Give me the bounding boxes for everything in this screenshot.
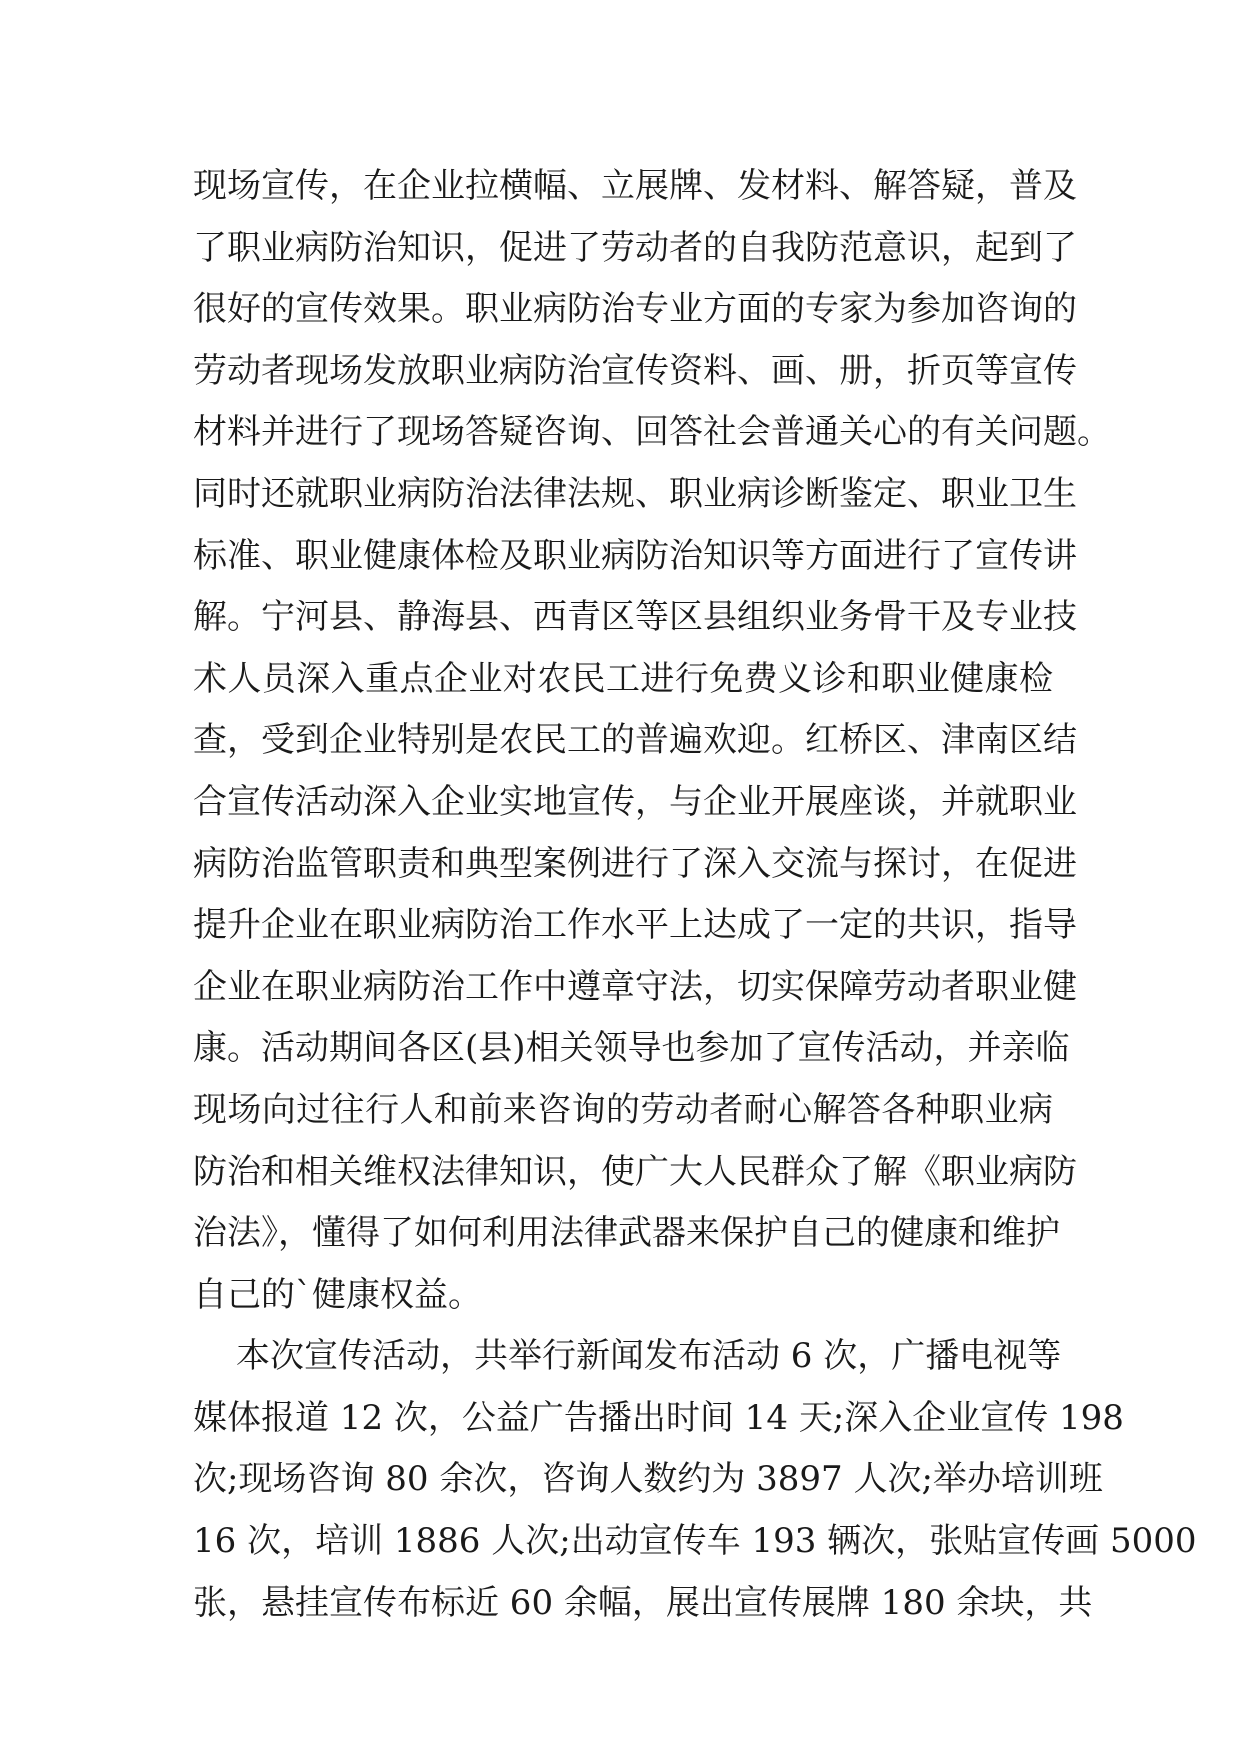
text-line: 查，受到企业特别是农民工的普遍欢迎。红桥区、津南区结 (193, 720, 1077, 761)
text-line: 本次宣传活动，共举行新闻发布活动 6 次，广播电视等 (236, 1336, 1062, 1377)
text-line: 很好的宣传效果。职业病防治专业方面的专家为参加咨询的 (193, 289, 1077, 330)
text-line: 次;现场咨询 80 余次，咨询人数约为 3897 人次;举办培训班 (193, 1459, 1103, 1500)
body-text (193, 156, 1197, 1634)
text-line: 现场宣传，在企业拉横幅、立展牌、发材料、解答疑，普及 (193, 166, 1077, 206)
text-line: 张，悬挂宣传布标近 60 余幅，展出宣传展牌 180 余块，共 (193, 1582, 1093, 1623)
text-line: 病防治监管职责和典型案例进行了深入交流与探讨，在促进 (193, 843, 1077, 884)
text-line: 自己的`健康权益。 (193, 1274, 482, 1315)
text-line: 提升企业在职业病防治工作水平上达成了一定的共识，指导 (193, 905, 1077, 946)
text-line: 了职业病防治知识，促进了劳动者的自我防范意识，起到了 (193, 227, 1077, 268)
text-line: 合宣传活动深入企业实地宣传，与企业开展座谈，并就职业 (193, 781, 1077, 822)
text-line: 解。宁河县、静海县、西青区等区县组织业务骨干及专业技 (193, 597, 1077, 638)
text-line: 企业在职业病防治工作中遵章守法，切实保障劳动者职业健 (193, 966, 1077, 1007)
text-line: 劳动者现场发放职业病防治宣传资料、画、册，折页等宣传 (193, 350, 1077, 391)
text-line: 术人员深入重点企业对农民工进行免费义诊和职业健康检 (193, 658, 1053, 699)
text-line: 16 次，培训 1886 人次;出动宣传车 193 辆次，张贴宣传画 5000 (193, 1521, 1197, 1562)
text-line: 标准、职业健康体检及职业病防治知识等方面进行了宣传讲 (193, 535, 1077, 576)
text-line: 现场向过往行人和前来咨询的劳动者耐心解答各种职业病 (193, 1089, 1053, 1130)
text-line: 媒体报道 12 次，公益广告播出时间 14 天;深入企业宣传 198 (193, 1397, 1124, 1438)
text-line: 防治和相关维权法律知识，使广大人民群众了解《职业病防 (193, 1151, 1077, 1192)
text-line: 康。活动期间各区(县)相关领导也参加了宣传活动，并亲临 (193, 1028, 1070, 1069)
text-line: 同时还就职业病防治法律法规、职业病诊断鉴定、职业卫生 (193, 473, 1077, 514)
text-line: 材料并进行了现场答疑咨询、回答社会普通关心的有关问题。 (193, 412, 1111, 453)
text-line: 治法》，懂得了如何利用法律武器来保护自己的健康和维护 (193, 1213, 1060, 1254)
